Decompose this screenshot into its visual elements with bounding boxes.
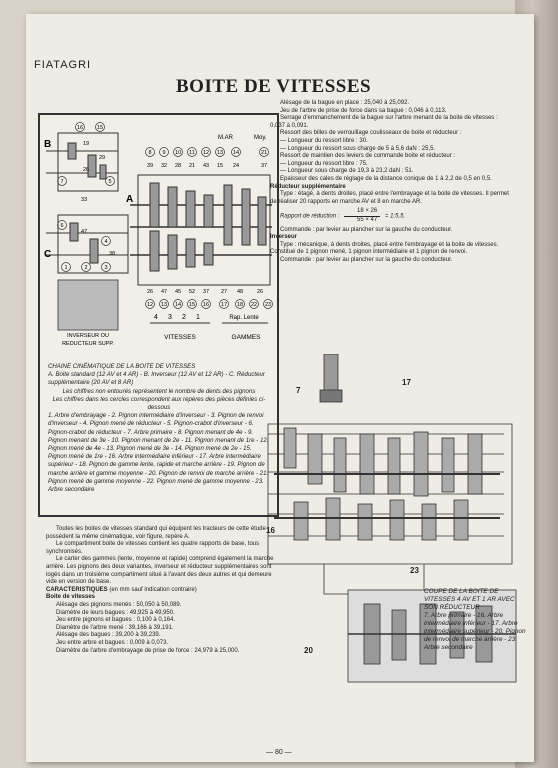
cross-section-caption [424,588,529,652]
label-mar: M.AR [218,135,233,141]
spec-subheading: Boite de vitesses [46,594,96,601]
cross-section-caption-body: 7. Arbre primaire - 16. Arbre intermédiaire inférieur - 17. Arbre intermédiaire supérieur - 20. Pignon de renvoi de marche arrière - 23. Arbre secondaire [424,612,526,651]
ratio-fraction [344,208,380,224]
section-label-a: A [126,194,134,205]
caption-parts-list: 1. Arbre d'embrayage - 2. Pignon intermédiaire d'inverseur - 3. Pignon de renvoi d'inverseur - 4. Pignon mené de réducteur - 5. Pignon-crabot d'inverseur - 6. Pignon-crabot de réducteur - 7. Arbre primaire - 8. Pignon menant de 4e - 9. Pignon menant de 3e - 10. Pignon menant de 2e - 11. Pignon menant de 1re - 12. Pignon mené de 4e - 13. Pignon mené de 3e - 14. Pignon mené de 2e - 15. Pignon mené de 1re - 16. Arbre intermédiaire inférieur - 17. Arbre intermédiaire supérieur - 18. Pignon de gamme lente, rapide et marche arrière - 19. Pignon de marche arrière et gamme moyenne - 20. Pignon de renvoi de marche arrière - 21. Pignon mené de gamme moyenne - 22. Pignon mené de gamme moyenne - 23. Arbre secondaire [48,412,269,494]
spec-line: Diamètre de leurs bagues : 49,925 à 49,950. [56,609,175,616]
part-number: 1 [64,265,68,271]
paragraph: Le carter des gammes (lente, moyenne et rapide) comprend également la marche arrière. Les pignons des deux variantes, inverseur et réducteur supplémentaires sont logés dans un troisième compartiment situé à l'avant des deux autres et qui demeure vide en version de base. [46,556,274,586]
spec-line: Jeu entre arbre et bagues : 0,009 à 0,073. [56,639,169,646]
teeth-count: 39 [146,163,154,169]
part-number: 10 [174,150,182,156]
teeth-count: 26 [82,167,90,173]
paragraph: Commande : par levier au plancher sur la gauche du conducteur. [280,226,453,233]
teeth-count: 43 [202,163,210,169]
callout-label: 16 [266,526,275,535]
teeth-count: 37 [260,163,268,169]
gear-label: 3 [168,314,172,321]
teeth-count: 15 [216,163,224,169]
kinematic-chain-diagram [40,115,277,360]
spec-line: Jeu de l'arbre de prise de force dans sa bague : 0,046 à 0,113. [280,107,447,114]
teeth-count: 24 [232,163,240,169]
part-number: 13 [160,302,168,308]
teeth-count: 48 [236,289,244,295]
page-title: BOITE DE VITESSES [176,76,372,97]
gear-label: 2 [182,314,186,321]
spec-line: Alésage des pignons menés : 50,050 à 50,089. [56,601,182,608]
reducteur-heading: Réducteur supplémentaire [270,183,346,190]
vitesses-label: VITESSES [164,334,196,341]
label-moy: Moy. [254,135,267,141]
spec-line: Ressort des billes de verrouillage coulisseaux de boite et réducteur : [280,130,462,137]
part-number: 2 [84,265,88,271]
paragraph: Commande : par levier au plancher sur la gauche du conducteur. [280,256,453,263]
part-number: 12 [146,302,154,308]
part-number: 16 [76,125,84,131]
callout-label: 23 [410,566,419,575]
caption-line: Les chiffres dans les cercles correspondent aux repères des pièces définies ci-dessous [52,395,266,412]
part-number: 12 [202,150,210,156]
callout-label: 20 [304,646,313,655]
teeth-count: 37 [202,289,210,295]
caption-line: Les chiffres non entourés représentent le nombre de dents des pignons [62,387,256,395]
caption-line: A. Boite standard (12 AV et 4 AR) - B. Inverseur (12 AV et 12 AR) - C. Réducteur supplémentaire (20 AV et 8 AR) [48,371,265,387]
gear-label: 4 [154,314,158,321]
part-number: 21 [260,150,268,156]
part-number: 15 [188,302,196,308]
spec-line: — Longueur du ressort libre : 75. [280,160,368,167]
part-number: 23 [264,302,272,308]
left-column-text [46,526,274,655]
gammes-label: GAMMES [231,334,261,341]
reducteur-label: REDUCTEUR SUPP. [62,341,114,347]
teeth-count: 47 [160,289,168,295]
part-number: 15 [96,125,104,131]
section-label-b: B [44,139,52,150]
inverseur-label: INVERSEUR OU [67,333,109,339]
spec-line: — Longueur sous charge de 19,3 à 23,2 daN : 51. [280,168,414,175]
part-number: 13 [216,150,224,156]
part-number: 5 [108,179,112,185]
inverseur-heading: Inverseur [270,234,298,241]
paragraph: Type : mécanique, à dents droites, placé entre l'embrayage et la boite de vitesses. Constitué de 1 pignon mené, 1 pignon intermédiaire et 1 pignon de renvoi. [270,241,499,256]
spec-line: Serrage d'emmanchement de la bague sur l'arbre menant de la boite de vitesses : 0,037 à 0,091. [270,115,498,129]
part-number: 4 [104,239,108,245]
teeth-count: 21 [188,163,196,169]
teeth-count: 29 [98,155,106,161]
ratio-label: Rapport de réduction : [280,213,340,220]
callout-label: 7 [296,386,301,395]
part-number: 6 [60,223,64,229]
ratio-numerator: 18 × 26 [344,208,380,217]
part-number: 22 [250,302,258,308]
part-number: 7 [60,179,64,185]
teeth-count: 33 [80,197,88,203]
cross-section-caption-title: COUPE DE LA BOITE DE VITESSES 4 AV ET 1 AR AVEC SON RÉDUCTEUR [424,588,515,611]
teeth-count: 26 [256,289,264,295]
spec-note: (en mm sauf indication contraire) [109,586,197,593]
spec-heading: CARACTERISTIQUES [46,586,108,593]
part-number: 14 [232,150,240,156]
callout-label: 17 [402,378,411,387]
document-page [26,14,534,762]
teeth-count: 19 [82,141,90,147]
spec-line: Ressort de maintien des leviers de commande boite et réducteur : [280,153,456,160]
rap-lente-label: Rap. Lente [229,315,259,321]
spec-line: Jeu entre pignons et bagues : 0,100 à 0,164. [56,617,176,624]
ratio-denominator: 55 × 47 [357,216,378,223]
caption-title: CHAINE CINÉMATIQUE DE LA BOITE DE VITESSES [48,363,196,370]
page-number: — 80 — [266,749,292,756]
gear-label: 1 [196,314,200,321]
spec-line: — Longueur du ressort sous charge de 5 à 5,6 daN : 25,5. [280,145,436,152]
part-number: 14 [174,302,182,308]
diagram-caption [48,363,270,494]
paragraph: Toutes les boites de vitesses standard qui équipent les tracteurs de cette étude possèdent la même cinématique, voir figure, repère A. [46,526,266,540]
teeth-count: 38 [108,251,116,257]
kinematic-diagram-box [38,113,279,517]
part-number: 17 [220,302,228,308]
part-number: 9 [162,150,166,156]
teeth-count: 47 [80,229,88,235]
right-column-text [270,100,510,264]
section-label-c: C [44,249,52,260]
paragraph: Type : étagé, à dents droites, placé entre l'embrayage et la boite de vitesses. Il permet de réaliser 20 rapports en marche AV et 8 en marche AR. [270,191,509,205]
spec-line: Diamètre de l'arbre mené : 39,166 à 39,191. [56,624,174,631]
teeth-count: 52 [188,289,196,295]
spec-line: Epaisseur des cales de réglage de la distance conique de 1 à 2,2 de 0,5 en 0,5. [280,175,492,182]
ratio-result: = 1:5,5. [384,213,406,220]
spec-line: Diamètre de l'arbre d'embrayage de prise de force : 24,979 à 25,000. [56,647,240,654]
teeth-count: 45 [174,289,182,295]
spec-line: Alésage de la bague en place : 25,040 à 25,092. [280,100,410,106]
teeth-count: 32 [160,163,168,169]
part-number: 11 [189,150,195,156]
part-number: 18 [236,302,244,308]
teeth-count: 26 [146,289,154,295]
spec-line: Alésage des bagues : 39,200 à 39,239. [56,632,161,639]
part-number: 8 [148,150,152,156]
ratio-formula [270,208,510,224]
teeth-count: 28 [174,163,182,169]
running-header: FIATAGRI [34,59,92,71]
teeth-count: 27 [220,289,228,295]
paragraph: Le compartiment boite de vitesses contient les quatre rapports de base, tous synchronisés. [46,541,260,555]
spec-line: — Longueur du ressort libre : 30. [280,137,368,144]
part-number: 3 [104,265,108,271]
part-number: 16 [202,302,210,308]
